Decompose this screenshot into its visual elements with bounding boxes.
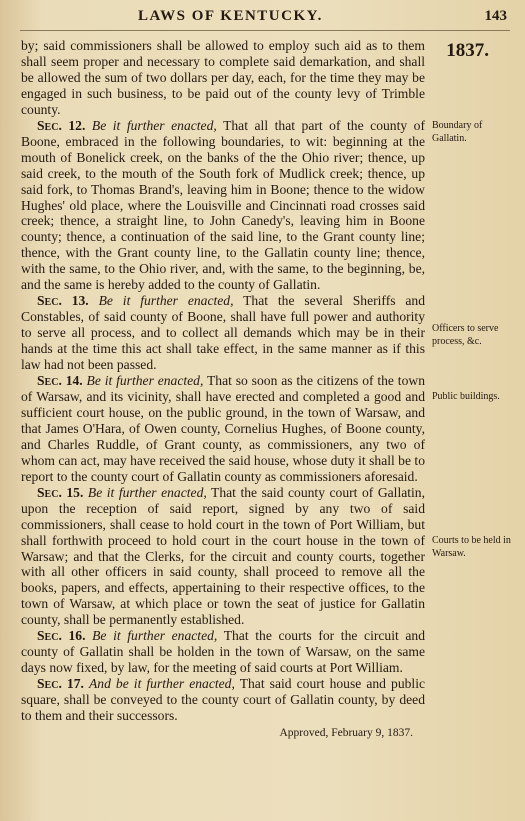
enacting-clause: Be it further enacted,: [87, 484, 207, 500]
paragraph-text: That said court house and public square, shall be conveyed to the county court of Gallatin county, by deed to them and their successors.: [21, 676, 426, 724]
running-head: LAWS OF KENTUCKY.: [138, 8, 323, 24]
enacting-clause: Be it further enacted,: [98, 293, 234, 309]
enacting-clause: And be it further enacted,: [88, 676, 235, 692]
paragraph-text: That all that part of the county of Boone, embraced in the following boundaries, to wit: beginning at the mouth of Bonelick creek, on the banks of the the Ohio river; thence, up said creek, to the mouth of the South fork of Mudlick creek; thence, up said fork, to Thomas Brand's, leaving him in Boone; thence to the widow Hughes' old place, where the Louisville and Cincinnati road crosses said creek; thence, a straight line, to John Canedy's, leaving him in Boone county; thence, a continuation of the said line, to the Grant county line; thence, with the Grant county line, to the Gallatin county line; thence, with the same, to the Ohio river, and, with the same, to the beginning, be, and the same is hereby added to the county of Gallatin.: [21, 117, 426, 293]
section-label: Sec. 12.: [37, 117, 86, 133]
section-label: Sec. 14.: [37, 373, 83, 389]
year-heading: 1837.: [446, 40, 489, 61]
enacting-clause: Be it further enacted,: [92, 628, 218, 644]
section-15: [21, 485, 425, 629]
section-label: Sec. 16.: [37, 628, 86, 644]
section-12: [21, 118, 425, 293]
margin-note-public-buildings: Public buildings.: [432, 391, 500, 402]
paragraph-text: That the courts for the circuit and county of Gallatin shall be holden in the town of Warsaw, on the same days now fixed, by law, for the meeting of said courts at Port William.: [21, 628, 426, 676]
enacting-clause: Be it further enacted,: [86, 373, 204, 389]
paragraph-text: by; said commissioners shall be allowed to employ such aid as to them shall seem proper and necessary to complete said demarkation, and shall be allowed the sum of two dollars per day, each, for the time they may be engaged in such business, to be paid out of the county levy of Trimble county.: [21, 38, 425, 117]
section-13: [21, 293, 425, 373]
page-number: 143: [484, 8, 507, 24]
section-label: Sec. 17.: [37, 676, 84, 692]
section-14: [21, 373, 425, 485]
section-label: Sec. 13.: [37, 293, 89, 309]
section-16: [21, 628, 425, 676]
header-rule: [20, 30, 510, 31]
paragraph-continuation: [21, 38, 425, 118]
statute-text: [21, 38, 425, 742]
paragraph-text: That so soon as the citizens of the town of Warsaw, and its vicinity, shall have erected and completed a good and sufficient court house, on the public ground, in the town of Warsaw, and that James O'Hara, of Owen county, Cornelius Hughes, of Boone county, and Charles Ruddle, of Grant county, as commissioners, any two of whom can act, may have received the said house, whose duty it shall be to report to the county court of Gallatin county as commissioners aforesaid.: [21, 373, 425, 484]
section-17: [21, 676, 425, 724]
margin-note-courts: Courts to be held in Warsaw.: [432, 535, 511, 559]
section-label: Sec. 15.: [37, 484, 84, 500]
paragraph-text: That the said county court of Gallatin, upon the reception of said report, signed by any two of said commissioners, shall cease to hold court in the town of Port William, but shall forthwith proceed to hold court in the court house in the town of Warsaw; and that the Clerks, for the circuit and county courts, together with all other officers in said county, shall proceed to remove all the books, papers, and effects, appertaining to their respective offices, to the town of Warsaw, at which place or town the seat of justice for Gallatin county, shall be permanently established.: [21, 484, 426, 628]
enacting-clause: Be it further enacted,: [91, 117, 217, 133]
margin-note-officers: Officers to serve process, &c.: [432, 323, 499, 347]
approval-line: Approved, February 9, 1837.: [279, 726, 413, 739]
margin-note-boundary: Boundary of Gallatin.: [432, 120, 483, 144]
page-header: [0, 8, 525, 32]
paragraph-text: That the several Sheriffs and Constables, of said county of Boone, shall have full power and authority to serve all process, and to collect all demands which may be in their hands at the time this act shall take effect, in the same manner as if this law had not been passed.: [21, 293, 426, 373]
